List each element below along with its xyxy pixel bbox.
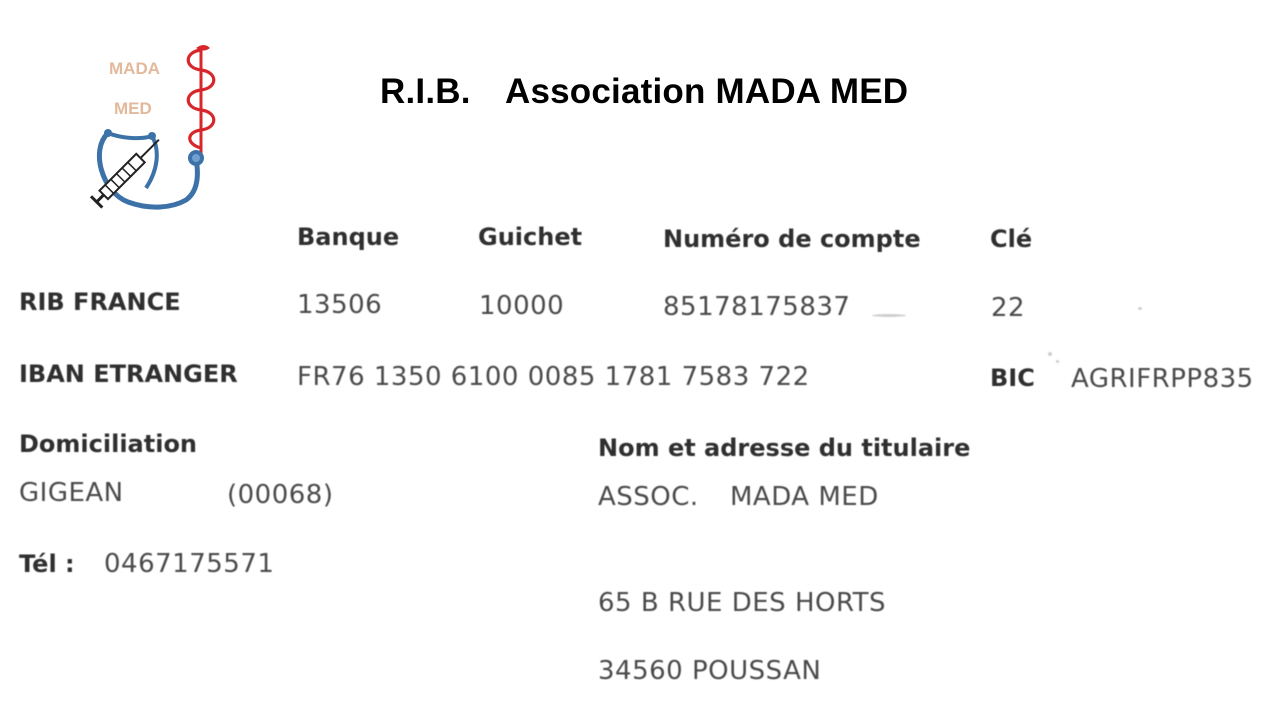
- logo-text-med: MED: [114, 99, 152, 118]
- titulaire-street: 65 B RUE DES HORTS: [598, 588, 887, 618]
- header-guichet: Guichet: [478, 223, 583, 251]
- header-cle: Clé: [990, 225, 1033, 253]
- scan-speck: [872, 314, 906, 317]
- tel-value: 0467175571: [104, 549, 275, 579]
- domiciliation-city: GIGEAN: [19, 478, 124, 508]
- caduceus-stethoscope-icon: [80, 40, 230, 215]
- rib-guichet-value: 10000: [479, 291, 565, 321]
- iban-label: IBAN ETRANGER: [19, 360, 238, 388]
- domiciliation-code: (00068): [227, 480, 334, 510]
- title-rib: R.I.B.: [380, 72, 471, 111]
- rib-numero-value: 85178175837: [663, 292, 851, 322]
- scan-speck: [1048, 352, 1052, 356]
- titulaire-label: Nom et adresse du titulaire: [598, 434, 971, 462]
- title-association: Association MADA MED: [505, 72, 909, 111]
- titulaire-name-prefix: ASSOC.: [598, 482, 699, 512]
- scan-speck: [1138, 307, 1142, 310]
- titulaire-name: MADA MED: [730, 482, 879, 512]
- rib-cle-value: 22: [991, 293, 1026, 323]
- tel-label: Tél :: [19, 550, 75, 578]
- header-banque: Banque: [297, 223, 400, 251]
- rib-france-label: RIB FRANCE: [19, 288, 181, 316]
- rib-banque-value: 13506: [297, 290, 383, 320]
- mada-med-logo: [80, 40, 230, 215]
- bic-label: BIC: [990, 364, 1035, 392]
- domiciliation-label: Domiciliation: [19, 430, 198, 458]
- titulaire-city: 34560 POUSSAN: [598, 656, 822, 686]
- header-numero-compte: Numéro de compte: [663, 225, 921, 253]
- iban-value: FR76 1350 6100 0085 1781 7583 722: [297, 362, 810, 392]
- logo-text-mada: MADA: [109, 59, 160, 78]
- bic-value: AGRIFRPP835: [1071, 364, 1254, 394]
- scan-speck: [1056, 360, 1059, 363]
